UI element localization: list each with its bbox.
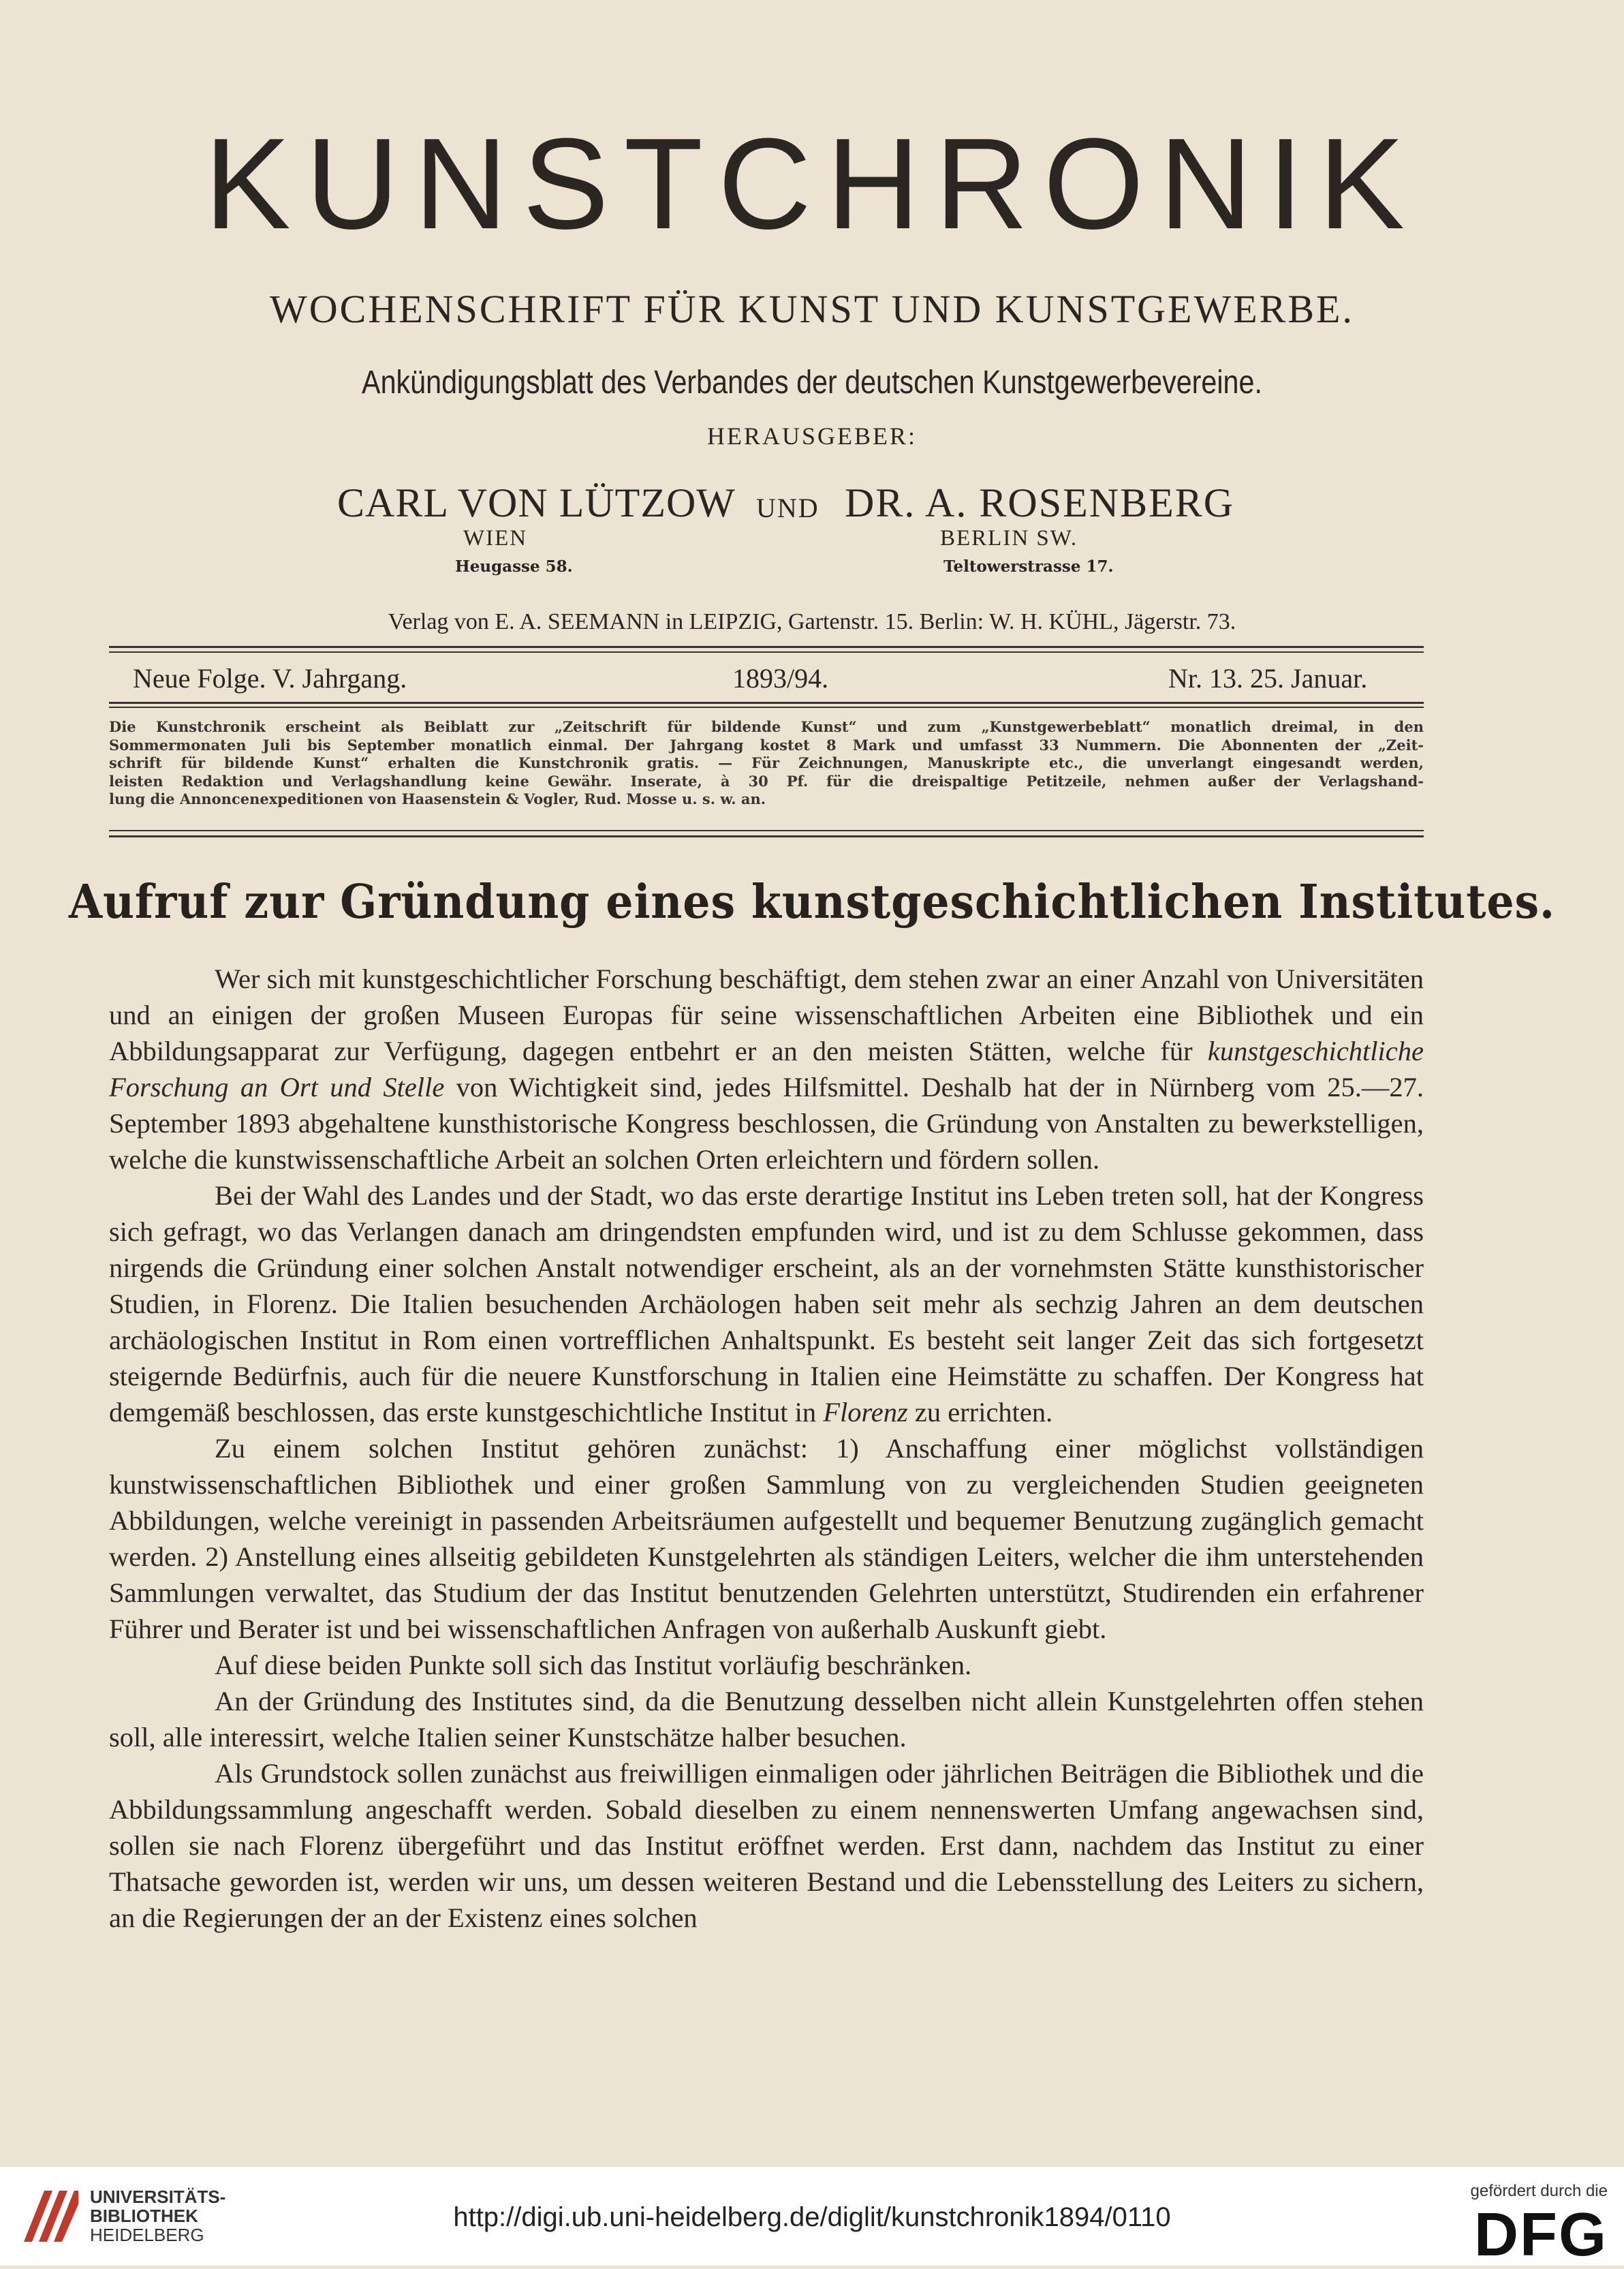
rule-top xyxy=(109,646,1424,648)
editor1-name: CARL VON LÜTZOW xyxy=(337,480,736,525)
issue-info xyxy=(133,662,1414,696)
masthead-subtitle: WOCHENSCHRIFT FÜR KUNST UND KUNSTGEWERBE. xyxy=(270,287,1354,331)
editor2-name: DR. A. ROSENBERG xyxy=(845,480,1235,525)
emphasis-text: kunstgeschichtliche Forschung an Ort und Stelle xyxy=(109,1036,1424,1102)
issue-year: 1893/94. xyxy=(732,663,829,694)
subscription-notice xyxy=(109,718,1424,809)
article-body xyxy=(109,961,1424,1936)
announcement-line: Ankündigungsblatt des Verbandes der deutschen Kunstgewerbevereine. xyxy=(362,365,1262,401)
notice-line: Sommermonaten Juli bis September monatlich einmal. Der Jahrgang kostet 8 Mark und umfasst 33 Nummern. Die Abonnenten der „Zeit- xyxy=(109,736,1424,754)
publisher-label: HERAUSGEBER: xyxy=(706,422,918,450)
editor-connector: UND xyxy=(756,493,819,523)
paragraph-3: Zu einem solchen Institut gehören zunächst: 1) Anschaffung einer möglichst vollständigen kunstwissenschaftlichen Bibliothek und einer großen Sammlung von zu vergleichenden Studien geeigneten Abbildungen, welche vereinigt in passenden Arbeitsräumen aufgestellt und bequemer Benutzung zugänglich gemacht werden. 2) Anstellung eines allseitig gebildeten Kunstgelehrten als ständigen Leiters, welcher die ihm unterstehenden Sammlungen verwaltet, das Studium der das Institut benutzenden Gelehrten unterstützt, Studirenden ein erfahrener Führer und Berater ist und bei wissenschaftlichen Anfragen von außerhalb Auskunft giebt. xyxy=(109,1433,1424,1644)
notice-line: Die Kunstchronik erscheint als Beiblatt zur „Zeitschrift für bildende Kunst“ und zum „Kunstgewerbeblatt“ monatlich dreimal, in den xyxy=(109,718,1424,735)
article-heading: Aufruf zur Gründung eines kunstgeschichtlichen Institutes. xyxy=(68,875,1555,929)
rule-mid xyxy=(109,702,1424,704)
publisher-imprint: Verlag von E. A. SEEMANN in LEIPZIG, Gartenstr. 15. Berlin: W. H. KÜHL, Jägerstr. 73. xyxy=(388,609,1236,634)
paragraph-2: Bei der Wahl des Landes und der Stadt, wo das erste derartige Institut ins Leben treten soll, hat der Kongress sich gefragt, wo das Verlangen danach am dringendsten empfunden wird, und ist zu dem Schlusse gekommen, dass nirgends die Gründung einer solchen Anstalt notwendiger erscheint, als an der vornehmsten Stätte kunsthistorischer Studien, in Florenz. Die Italien besuchenden Archäologen haben seit mehr als sechzig Jahren an dem deutschen archäologischen Institut in Rom einen vortrefflichen Anhaltspunkt. Es besteht seit langer Zeit das sich fortgesetzt steigernde Bedürfnis, auch für die neuere Kunstforschung in Italien eine Heimstätte zu schaffen. Der Kongress hat demgemäß beschlossen, das erste kunstgeschichtliche Institut in Florenz zu errichten. xyxy=(109,1180,1424,1427)
paragraph-5: An der Gründung des Institutes sind, da die Benutzung desselben nicht allein Kunstgelehrten offen stehen soll, alle interessirt, welche Italien seiner Kunstschätze halber besuchen. xyxy=(109,1686,1424,1753)
paragraph-4: Auf diese beiden Punkte soll sich das Institut vorläufig beschränken. xyxy=(215,1650,972,1680)
sponsor-label: gefördert durch die xyxy=(1470,2182,1608,2200)
rule-mid-thin xyxy=(109,707,1424,708)
editor2-street: Teltowerstrasse 17. xyxy=(943,557,1114,576)
editor1-street: Heugasse 58. xyxy=(455,557,573,576)
editor2-city: BERLIN SW. xyxy=(940,526,1078,551)
dfg-logo: DFG xyxy=(1474,2201,1608,2269)
masthead-title: KUNSTCHRONIK xyxy=(204,112,1420,256)
issue-number: Nr. 13. 25. Januar. xyxy=(1168,663,1368,694)
notice-line: leisten Redaktion und Verlagshandlung keine Gewähr. Inserate, à 30 Pf. für die dreispaltige Petitzeile, nehmen außer der Verlagshand- xyxy=(109,772,1424,790)
university-library-name: UNIVERSITÄTS- BIBLIOTHEK HEIDELBERG xyxy=(90,2187,226,2245)
paragraph-1: Wer sich mit kunstgeschichtlicher Forschung beschäftigt, dem stehen zwar an einer Anzahl von Universitäten und an einigen der großen Museen Europas für seine wissenschaftlichen Arbeiten eine Bibliothek und ein Abbildungsapparat zur Verfügung, dagegen entbehrt er an den meisten Stätten, welche für kunstgeschichtliche Forschung an Ort und Stelle von Wichtigkeit sind, jedes Hilfsmittel. Deshalb hat der in Nürnberg vom 25.—27. September 1893 abgehaltene kunsthistorische Kongress beschlossen, die Gründung von Anstalten zu bewerkstelligen, welche die kunstwissenschaftliche Arbeit an solchen Orten erleichtern und fördern sollen. xyxy=(109,963,1424,1175)
rule-bottom xyxy=(109,830,1424,831)
rule-bottom-thick xyxy=(109,835,1424,837)
rule-top-thin xyxy=(109,651,1424,653)
permalink-url[interactable]: http://digi.ub.uni-heidelberg.de/diglit/kunstchronik1894/0110 xyxy=(453,2202,1171,2232)
digitization-footer xyxy=(0,2167,1624,2269)
editors-block xyxy=(0,480,1624,534)
notice-line: lung die Annoncenexpeditionen von Haasenstein & Vogler, Rud. Mosse u. s. w. an. xyxy=(109,790,766,807)
editor1-city: WIEN xyxy=(463,526,528,551)
paragraph-6: Als Grundstock sollen zunächst aus freiwilligen einmaligen oder jährlichen Beiträgen die Bibliothek und die Abbildungssammlung angeschafft werden. Sobald dieselben zu einem nennenswerten Umfang angewachsen sind, sollen sie nach Florenz übergeführt und das Institut eröffnet werden. Erst dann, nachdem das Institut zu einer Thatsache geworden ist, werden wir uns, um dessen weiteren Bestand und die Lebensstellung des Leiters zu sichern, an die Regierungen der an der Existenz eines solchen xyxy=(109,1758,1424,1933)
emphasis-text: Florenz xyxy=(823,1397,908,1427)
issue-series: Neue Folge. V. Jahrgang. xyxy=(133,663,407,694)
notice-line: schrift für bildende Kunst“ erhalten die Kunstchronik gratis. — Für Zeichnungen, Manuskripte etc., die unverlangt eingesandt werden, xyxy=(109,754,1424,771)
